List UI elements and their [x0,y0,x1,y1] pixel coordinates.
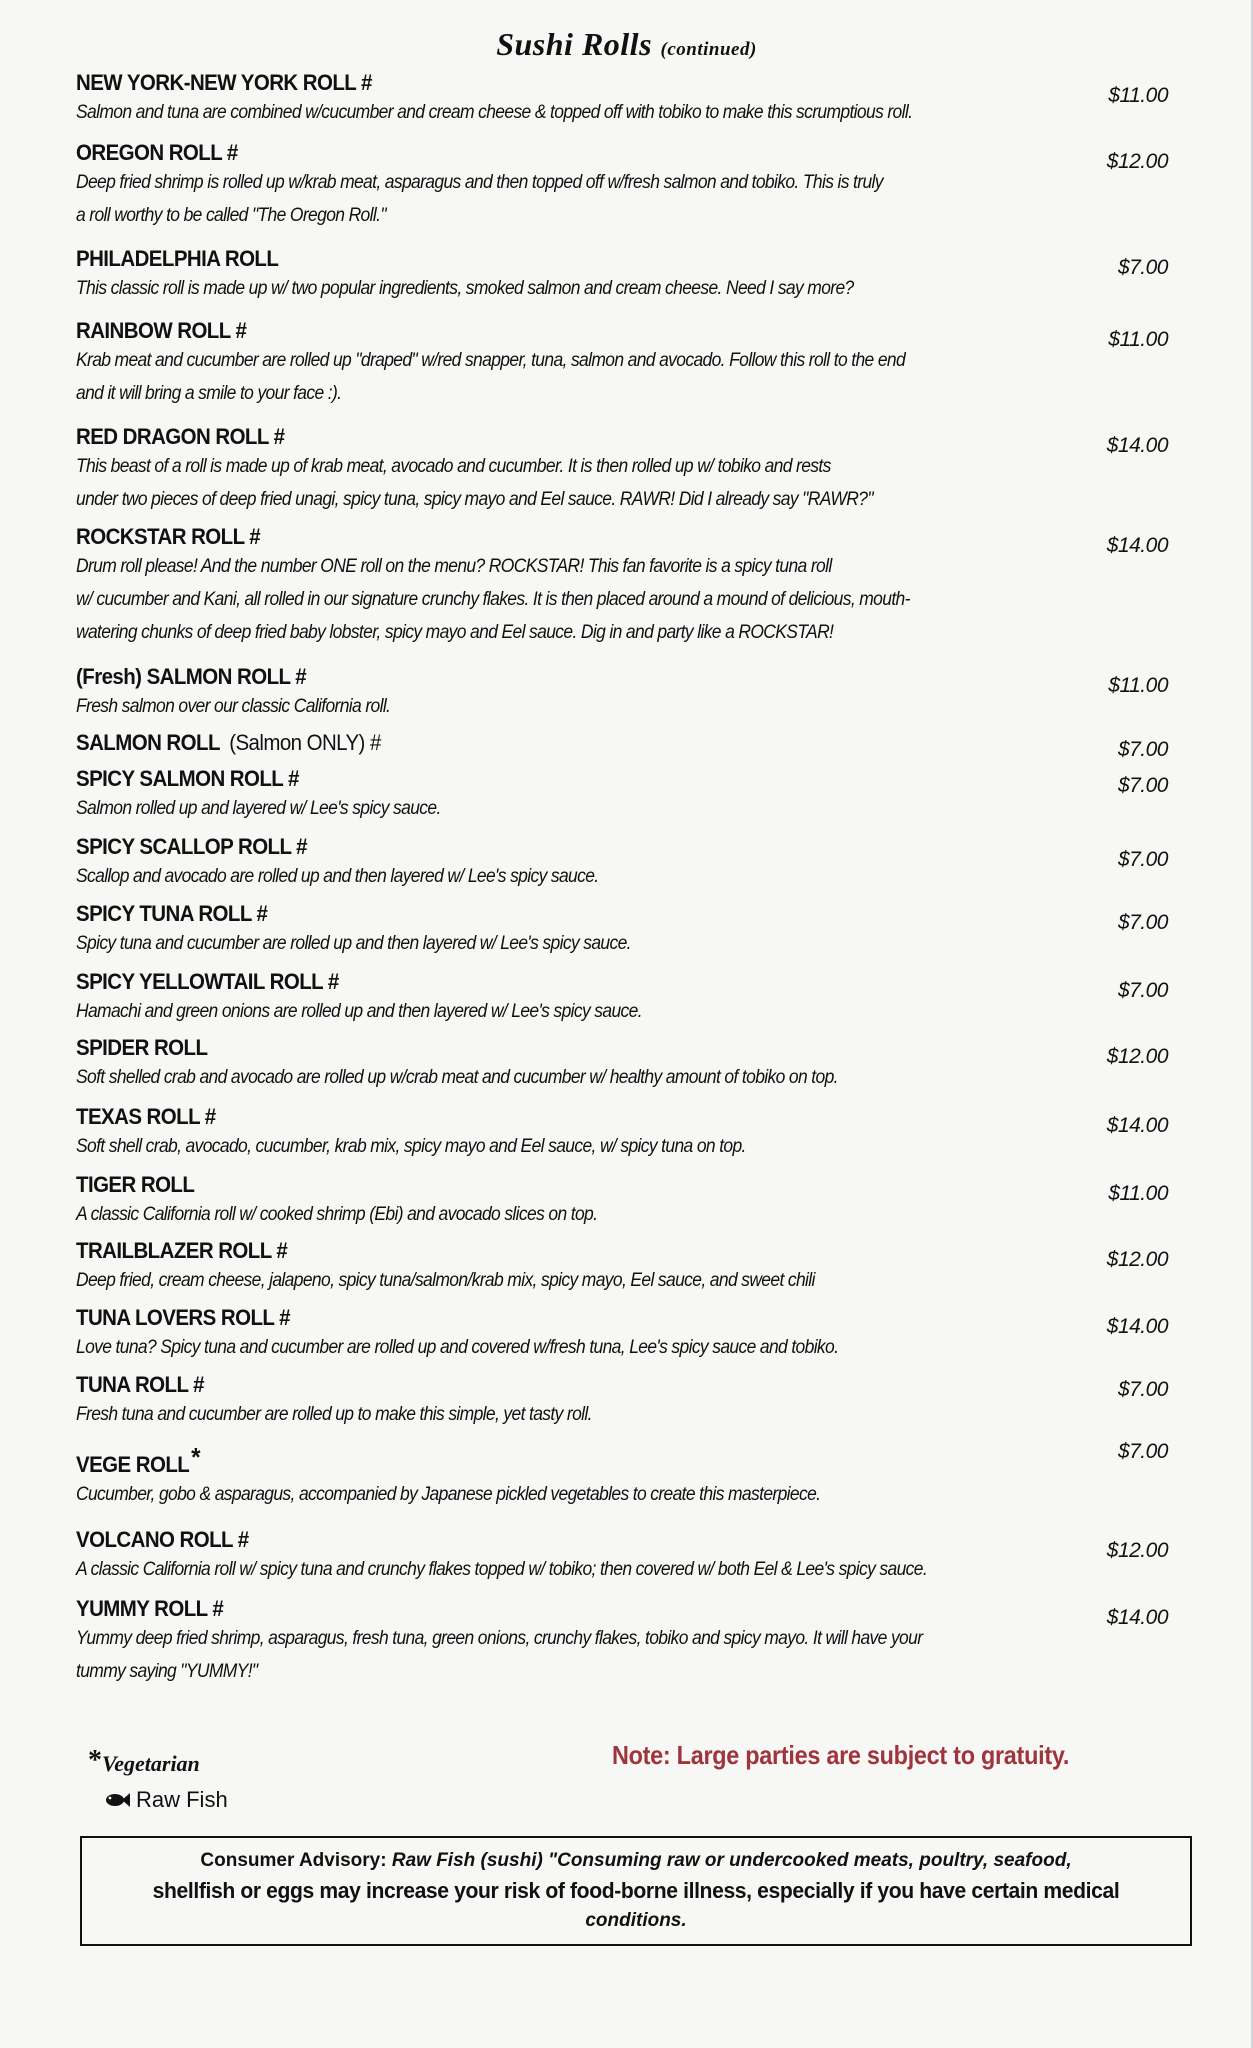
item-name [76,318,1118,344]
item-description: tummy saying "YUMMY!" [76,1661,258,1682]
menu-item [76,834,1196,893]
item-description: Salmon rolled up and layered w/ Lee's spicy sauce. [76,798,441,819]
item-price: $7.00 [1117,979,1168,1002]
vegetarian-star: * [191,1442,200,1472]
menu-item [76,901,1196,960]
menu-item [76,766,1196,825]
item-name-text: ROCKSTAR ROLL # [76,524,261,549]
page-subtitle: (continued) [660,39,757,60]
menu-item [76,1238,1196,1297]
menu-item [76,1104,1196,1163]
item-description: Fresh salmon over our classic California roll. [76,696,391,717]
item-description: under two pieces of deep fried unagi, spicy tuna, spicy mayo and Eel sauce. RAWR! Did I already say "RAWR?" [76,489,873,510]
item-description: watering chunks of deep fried baby lobster, spicy mayo and Eel sauce. Dig in and party like a ROCKSTAR! [76,622,834,643]
item-price: $12.00 [1106,1539,1168,1562]
menu-item [76,70,1196,129]
item-name-text: SPICY SALMON ROLL # [76,766,299,791]
menu-item [76,246,1196,305]
vegetarian-label: Vegetarian [102,1751,200,1776]
item-description: Yummy deep fried shrimp, asparagus, fresh tuna, green onions, crunchy flakes, tobiko and spicy mayo. It will have your [76,1628,923,1649]
item-name [76,1035,1118,1061]
item-name [76,1238,1118,1264]
raw-fish-label: Raw Fish [136,1787,228,1812]
item-name [76,70,1118,96]
menu-item [76,969,1196,1028]
item-name [76,1527,1118,1553]
item-description: This classic roll is made up w/ two popular ingredients, smoked salmon and cream cheese. Need I say more? [76,278,854,299]
page-title-text: Sushi Rolls [496,26,653,62]
item-description: w/ cucumber and Kani, all rolled in our signature crunchy flakes. It is then placed around a mound of delicious, mouth- [76,589,910,610]
legend [88,1745,228,1813]
item-price: $11.00 [1108,328,1168,351]
item-name-text: SPICY SCALLOP ROLL # [76,834,308,859]
menu-item [76,730,1196,761]
item-name [76,246,1118,272]
item-name [76,140,1118,166]
menu-item [76,140,1196,232]
menu-item [76,664,1196,723]
item-description: Spicy tuna and cucumber are rolled up and then layered w/ Lee's spicy sauce. [76,933,631,954]
item-price: $7.00 [1117,256,1168,279]
item-name-text: SPICY TUNA ROLL # [76,901,268,926]
item-description: This beast of a roll is made up of krab meat, avocado and cucumber. It is then rolled up w/ tobiko and rests [76,456,831,477]
item-name [76,730,1118,756]
advisory-line-1 [82,1846,1190,1876]
legend-raw-fish [104,1787,228,1813]
item-price: $7.00 [1117,848,1168,871]
item-description: Cucumber, gobo & asparagus, accompanied by Japanese pickled vegetables to create this masterpiece. [76,1484,821,1505]
item-price: $14.00 [1106,534,1168,557]
item-name-text: TRAILBLAZER ROLL # [76,1238,288,1263]
item-name [76,1372,1118,1398]
item-name-text: TUNA LOVERS ROLL # [76,1305,290,1330]
item-name-text: (Fresh) SALMON ROLL # [76,664,307,689]
item-name [76,901,1118,927]
item-name-text: VEGE ROLL [76,1452,190,1477]
item-name-suffix: (Salmon ONLY) # [229,730,381,755]
item-name-text: RED DRAGON ROLL # [76,424,285,449]
item-name-text: SALMON ROLL [76,730,220,755]
menu-item [76,1372,1196,1431]
menu-item [76,318,1196,410]
menu-item [76,1440,1196,1511]
item-name [76,1444,1118,1478]
item-name [76,524,1118,550]
item-name-text: NEW YORK-NEW YORK ROLL # [76,70,372,95]
item-description: Soft shell crab, avocado, cucumber, krab mix, spicy mayo and Eel sauce, w/ spicy tuna on top. [76,1136,746,1157]
item-description: Hamachi and green onions are rolled up and then layered w/ Lee's spicy sauce. [76,1001,642,1022]
item-name-text: YUMMY ROLL # [76,1596,224,1621]
item-name-text: RAINBOW ROLL # [76,318,247,343]
advisory-line-2: shellfish or eggs may increase your risk of food-borne illness, especially if you have certain medical [152,1878,1120,1903]
item-name-text: TEXAS ROLL # [76,1104,216,1129]
item-price: $14.00 [1106,1315,1168,1338]
item-name-text: OREGON ROLL # [76,140,238,165]
item-description: Drum roll please! And the number ONE roll on the menu? ROCKSTAR! This fan favorite is a spicy tuna roll [76,556,832,577]
item-description: and it will bring a smile to your face :). [76,383,342,404]
menu-item [76,524,1196,649]
item-price: $7.00 [1117,774,1168,797]
item-price: $14.00 [1106,434,1168,457]
item-description: A classic California roll w/ cooked shrimp (Ebi) and avocado slices on top. [76,1204,598,1225]
item-name [76,1104,1118,1130]
advisory-lead: Consumer Advisory: [200,1850,387,1871]
item-name [76,1305,1118,1331]
gratuity-note: Note: Large parties are subject to gratuity. [612,1740,1070,1770]
item-name [76,969,1118,995]
item-name [76,1596,1118,1622]
item-description: Deep fried shrimp is rolled up w/krab meat, asparagus and then topped off w/fresh salmon and tobiko. This is truly [76,172,883,193]
item-description: Love tuna? Spicy tuna and cucumber are rolled up and covered w/fresh tuna, Lee's spicy sauce and tobiko. [76,1337,839,1358]
item-name-text: SPICY YELLOWTAIL ROLL # [76,969,339,994]
item-name [76,424,1118,450]
page-title [0,26,1253,63]
legend-vegetarian [88,1745,228,1777]
item-price: $12.00 [1106,150,1168,173]
advisory-text-1: Raw Fish (sushi) "Consuming raw or undercooked meats, poultry, seafood, [391,1850,1072,1871]
item-description: Scallop and avocado are rolled up and then layered w/ Lee's spicy sauce. [76,866,599,887]
item-price: $11.00 [1108,1182,1168,1205]
item-price: $12.00 [1106,1248,1168,1271]
item-name-text: VOLCANO ROLL # [76,1527,249,1552]
item-description: a roll worthy to be called "The Oregon Roll." [76,205,386,226]
item-description: Krab meat and cucumber are rolled up "draped" w/red snapper, tuna, salmon and avocado. Follow this roll to the end [76,350,906,371]
advisory-line-3: conditions. [585,1910,687,1931]
menu-item [76,1527,1196,1586]
item-name-text: TUNA ROLL # [76,1372,204,1397]
item-price: $11.00 [1108,674,1168,697]
menu-item [76,1172,1196,1231]
menu-item [76,1596,1196,1688]
vegetarian-star: * [88,1745,102,1776]
item-price: $7.00 [1117,1440,1168,1463]
item-name-text: SPIDER ROLL [76,1035,208,1060]
item-name [76,834,1118,860]
item-price: $7.00 [1117,911,1168,934]
menu-item [76,1305,1196,1364]
item-name [76,1172,1118,1198]
item-price: $12.00 [1106,1045,1168,1068]
item-description: Salmon and tuna are combined w/cucumber and cream cheese & topped off with tobiko to make this scrumptious roll. [76,102,913,123]
item-name-text: TIGER ROLL [76,1172,195,1197]
fish-icon [104,1791,130,1809]
item-description: A classic California roll w/ spicy tuna and crunchy flakes topped w/ tobiko; then covered w/ both Eel & Lee's spicy sauce. [76,1559,928,1580]
item-description: Deep fried, cream cheese, jalapeno, spicy tuna/salmon/krab mix, spicy mayo, Eel sauce, and sweet chili [76,1270,815,1291]
consumer-advisory [80,1836,1192,1946]
item-price: $7.00 [1117,738,1168,761]
menu-item [76,1035,1196,1094]
item-name [76,664,1118,690]
item-name [76,766,1118,792]
menu-item [76,424,1196,516]
item-price: $14.00 [1106,1606,1168,1629]
item-price: $7.00 [1117,1378,1168,1401]
item-name-text: PHILADELPHIA ROLL [76,246,279,271]
item-price: $11.00 [1108,84,1168,107]
item-description: Soft shelled crab and avocado are rolled up w/crab meat and cucumber w/ healthy amount of tobiko on top. [76,1067,838,1088]
item-price: $14.00 [1106,1114,1168,1137]
item-description: Fresh tuna and cucumber are rolled up to make this simple, yet tasty roll. [76,1404,592,1425]
